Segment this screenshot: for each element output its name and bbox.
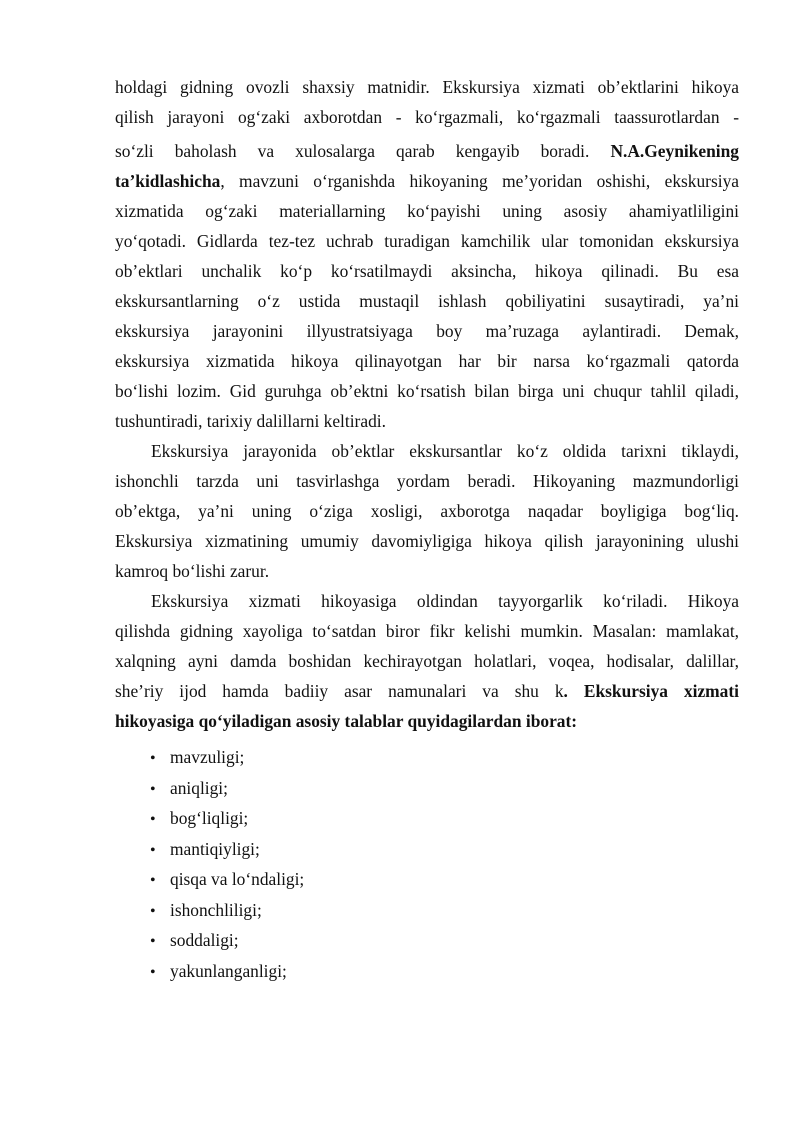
- bullet-icon: •: [150, 963, 156, 981]
- list-item-label: bog‘liqligi;: [170, 808, 249, 828]
- text-line: qilish jarayoni og‘zaki axborotdan - ko‘rgazmali, ko‘rgazmali taassurotlardan -: [115, 107, 739, 127]
- list-item-label: soddaligi;: [170, 930, 239, 950]
- list-item: [150, 834, 739, 865]
- text-line: [115, 136, 739, 166]
- requirements-list: [115, 742, 739, 986]
- list-item-label: mantiqiyligi;: [170, 838, 260, 859]
- text-span: she’riy ijod hamda badiiy asar namunalari va shu k: [115, 681, 564, 701]
- text-line: ishonchli tarzda uni tasvirlashga yordam beradi. Hikoyaning mazmundorligi: [115, 471, 739, 491]
- text-line: ob’ektlari unchalik ko‘p ko‘rsatilmaydi aksincha, hikoya qilinadi. Bu esa: [115, 261, 739, 281]
- text-line: xalqning ayni damda boshidan kechirayotgan holatlari, voqea, hodisalar, dalillar,: [115, 651, 739, 671]
- document-page: [115, 72, 739, 986]
- list-item: [150, 742, 739, 773]
- text-line: kamroq bo‘lishi zarur.: [115, 561, 270, 581]
- bullet-icon: •: [150, 780, 156, 798]
- list-item: [150, 895, 739, 926]
- list-item-label: ishonchliligi;: [170, 899, 262, 920]
- list-item-label: yakunlanganligi;: [170, 960, 287, 981]
- text-span: so‘zli baholash va xulosalarga qarab kengayib boradi.: [115, 141, 590, 161]
- list-item: [150, 773, 739, 804]
- bullet-icon: •: [150, 902, 156, 920]
- bullet-icon: •: [150, 933, 156, 950]
- text-line: ekskursiya xizmatida hikoya qilinayotgan har bir narsa ko‘rgazmali qatorda: [115, 351, 739, 371]
- text-span: , mavzuni o‘rganishda hikoyaning me’yoridan oshishi, ekskursiya: [220, 171, 739, 191]
- list-item: [150, 956, 739, 987]
- text-line: ekskursiya jarayonini illyustratsiyaga boy ma’ruzaga aylantiradi. Demak,: [115, 321, 739, 341]
- text-line: [115, 706, 739, 736]
- bullet-icon: •: [150, 750, 156, 767]
- text-line: Ekskursiya jarayonida ob’ektlar ekskursantlar ko‘z oldida tarixni tiklaydi,: [151, 441, 739, 461]
- text-line: yo‘qotadi. Gidlarda tez-tez uchrab turadigan kamchilik ular tomonidan ekskursiya: [115, 231, 739, 251]
- text-line: holdagi gidning ovozli shaxsiy matnidir. Ekskursiya xizmati ob’ektlarini hikoya: [115, 77, 739, 97]
- text-line: tushuntiradi, tarixiy dalillarni keltiradi.: [115, 411, 386, 431]
- list-item-label: mavzuligi;: [170, 747, 245, 767]
- list-item: [150, 803, 739, 834]
- text-line: xizmatida og‘zaki materiallarning ko‘payishi uning asosiy ahamiyatliligini: [115, 201, 739, 221]
- list-item-label: qisqa va lo‘ndaligi;: [170, 869, 305, 889]
- bullet-icon: •: [150, 811, 156, 828]
- list-item: [150, 864, 739, 895]
- bullet-icon: •: [150, 841, 156, 859]
- bold-span: hikoyasiga qo‘yiladigan asosiy talablar quyidagilardan iborat:: [115, 711, 578, 731]
- bold-span: . Ekskursiya xizmati: [563, 681, 739, 701]
- text-line: [115, 166, 739, 196]
- text-line: ekskursantlarning o‘z ustida mustaqil ishlash qobiliyatini susaytiradi, ya’ni: [115, 291, 739, 311]
- paragraph-2: [115, 436, 739, 586]
- paragraph-1: [115, 72, 739, 436]
- text-line: ob’ektga, ya’ni uning o‘ziga xosligi, axborotga naqadar boyligiga bog‘liq.: [115, 501, 739, 521]
- text-line: Ekskursiya xizmati hikoyasiga oldindan tayyorgarlik ko‘riladi. Hikoya: [151, 591, 739, 611]
- bold-span: ta’kidlashicha: [115, 171, 221, 191]
- text-line: Ekskursiya xizmatining umumiy davomiyligiga hikoya qilish jarayonining ulushi: [115, 531, 739, 551]
- paragraph-3: [115, 586, 739, 736]
- text-line: bo‘lishi lozim. Gid guruhga ob’ektni ko‘rsatish bilan birga uni chuqur tahlil qiladi,: [115, 381, 739, 401]
- text-line: qilishda gidning xayoliga to‘satdan biror fikr kelishi mumkin. Masalan: mamlakat,: [115, 621, 739, 641]
- text-line: [115, 676, 739, 706]
- bullet-icon: •: [150, 872, 156, 889]
- list-item-label: aniqligi;: [170, 777, 228, 798]
- list-item: [150, 925, 739, 956]
- author-name: N.A.Geynikening: [610, 141, 739, 161]
